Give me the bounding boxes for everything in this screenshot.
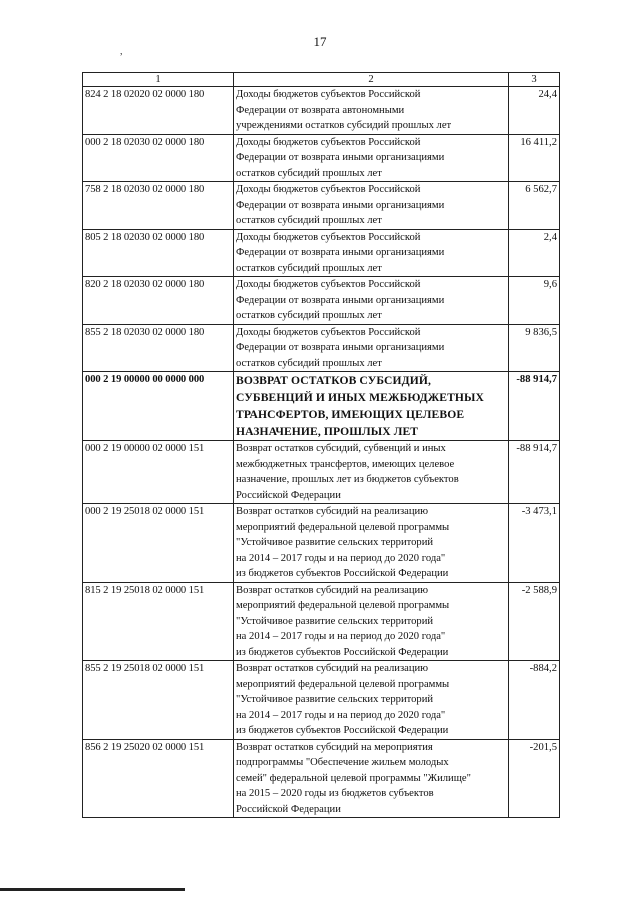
table-row: [83, 661, 560, 740]
budget-code-cell: 855 2 18 02030 02 0000 180: [83, 324, 234, 372]
description-cell: Доходы бюджетов субъектов Российской Федерации от возврата иными организациями остатков субсидий прошлых лет: [234, 324, 509, 372]
description-cell: Доходы бюджетов субъектов Российской Федерации от возврата иными организациями остатков субсидий прошлых лет: [234, 182, 509, 230]
table-row: [83, 229, 560, 277]
amount-cell: -3 473,1: [509, 504, 560, 583]
budget-code-cell: 856 2 19 25020 02 0000 151: [83, 739, 234, 818]
budget-code-cell: 000 2 19 25018 02 0000 151: [83, 504, 234, 583]
budget-code-cell: 758 2 18 02030 02 0000 180: [83, 182, 234, 230]
scan-edge-bar: [0, 888, 185, 891]
table-row: [83, 739, 560, 818]
amount-cell: -2 588,9: [509, 582, 560, 661]
amount-cell: 2,4: [509, 229, 560, 277]
table-row: [83, 504, 560, 583]
table-body: [83, 87, 560, 818]
table-row: [83, 441, 560, 504]
description-cell: Доходы бюджетов субъектов Российской Федерации от возврата автономными учреждениями остатков субсидий прошлых лет: [234, 87, 509, 135]
column-header-code: 1: [83, 73, 234, 87]
budget-table: [82, 72, 560, 818]
table-row: [83, 87, 560, 135]
amount-cell: 16 411,2: [509, 134, 560, 182]
description-cell: Доходы бюджетов субъектов Российской Федерации от возврата иными организациями остатков субсидий прошлых лет: [234, 229, 509, 277]
budget-code-cell: 824 2 18 02020 02 0000 180: [83, 87, 234, 135]
description-cell: Доходы бюджетов субъектов Российской Федерации от возврата иными организациями остатков субсидий прошлых лет: [234, 277, 509, 325]
description-cell: Возврат остатков субсидий на реализацию мероприятий федеральной целевой программы "Устойчивое развитие сельских территорий на 2014 – 2017 годы и на период до 2020 года" из бюджетов субъектов Российской Федерации: [234, 661, 509, 740]
table-header: [83, 73, 560, 87]
budget-code-cell: 000 2 19 00000 02 0000 151: [83, 441, 234, 504]
table-row: [83, 134, 560, 182]
budget-code-cell: 855 2 19 25018 02 0000 151: [83, 661, 234, 740]
budget-code-cell: 000 2 19 00000 00 0000 000: [83, 372, 234, 441]
table-row: [83, 582, 560, 661]
description-cell: Возврат остатков субсидий на реализацию мероприятий федеральной целевой программы "Устойчивое развитие сельских территорий на 2014 – 2017 годы и на период до 2020 года" из бюджетов субъектов Российской Федерации: [234, 504, 509, 583]
budget-code-cell: 805 2 18 02030 02 0000 180: [83, 229, 234, 277]
budget-code-cell: 000 2 18 02030 02 0000 180: [83, 134, 234, 182]
amount-cell: -884,2: [509, 661, 560, 740]
description-cell: Возврат остатков субсидий на мероприятия подпрограммы "Обеспечение жильем молодых семей" федеральной целевой программы "Жилище" на 2015 – 2020 годы из бюджетов субъектов Российской Федерации: [234, 739, 509, 818]
table-row: [83, 324, 560, 372]
column-header-description: 2: [234, 73, 509, 87]
description-cell: Возврат остатков субсидий, субвенций и иных межбюджетных трансфертов, имеющих целевое назначение, прошлых лет из бюджетов субъектов Российской Федерации: [234, 441, 509, 504]
table-row: [83, 277, 560, 325]
amount-cell: 9,6: [509, 277, 560, 325]
table-row: [83, 372, 560, 441]
description-cell: Возврат остатков субсидий на реализацию мероприятий федеральной целевой программы "Устойчивое развитие сельских территорий на 2014 – 2017 годы и на период до 2020 года" из бюджетов субъектов Российской Федерации: [234, 582, 509, 661]
page-number: 17: [313, 34, 327, 49]
scan-mark: ,: [120, 46, 123, 57]
amount-cell: -201,5: [509, 739, 560, 818]
budget-code-cell: 815 2 19 25018 02 0000 151: [83, 582, 234, 661]
budget-code-cell: 820 2 18 02030 02 0000 180: [83, 277, 234, 325]
column-header-amount: 3: [509, 73, 560, 87]
amount-cell: 6 562,7: [509, 182, 560, 230]
description-cell: ВОЗВРАТ ОСТАТКОВ СУБСИДИЙ, СУБВЕНЦИЙ И ИНЫХ МЕЖБЮДЖЕТНЫХ ТРАНСФЕРТОВ, ИМЕЮЩИХ ЦЕЛЕВОЕ НАЗНАЧЕНИЕ, ПРОШЛЫХ ЛЕТ: [234, 372, 509, 441]
table-row: [83, 182, 560, 230]
amount-cell: -88 914,7: [509, 372, 560, 441]
amount-cell: 9 836,5: [509, 324, 560, 372]
amount-cell: 24,4: [509, 87, 560, 135]
amount-cell: -88 914,7: [509, 441, 560, 504]
description-cell: Доходы бюджетов субъектов Российской Федерации от возврата иными организациями остатков субсидий прошлых лет: [234, 134, 509, 182]
